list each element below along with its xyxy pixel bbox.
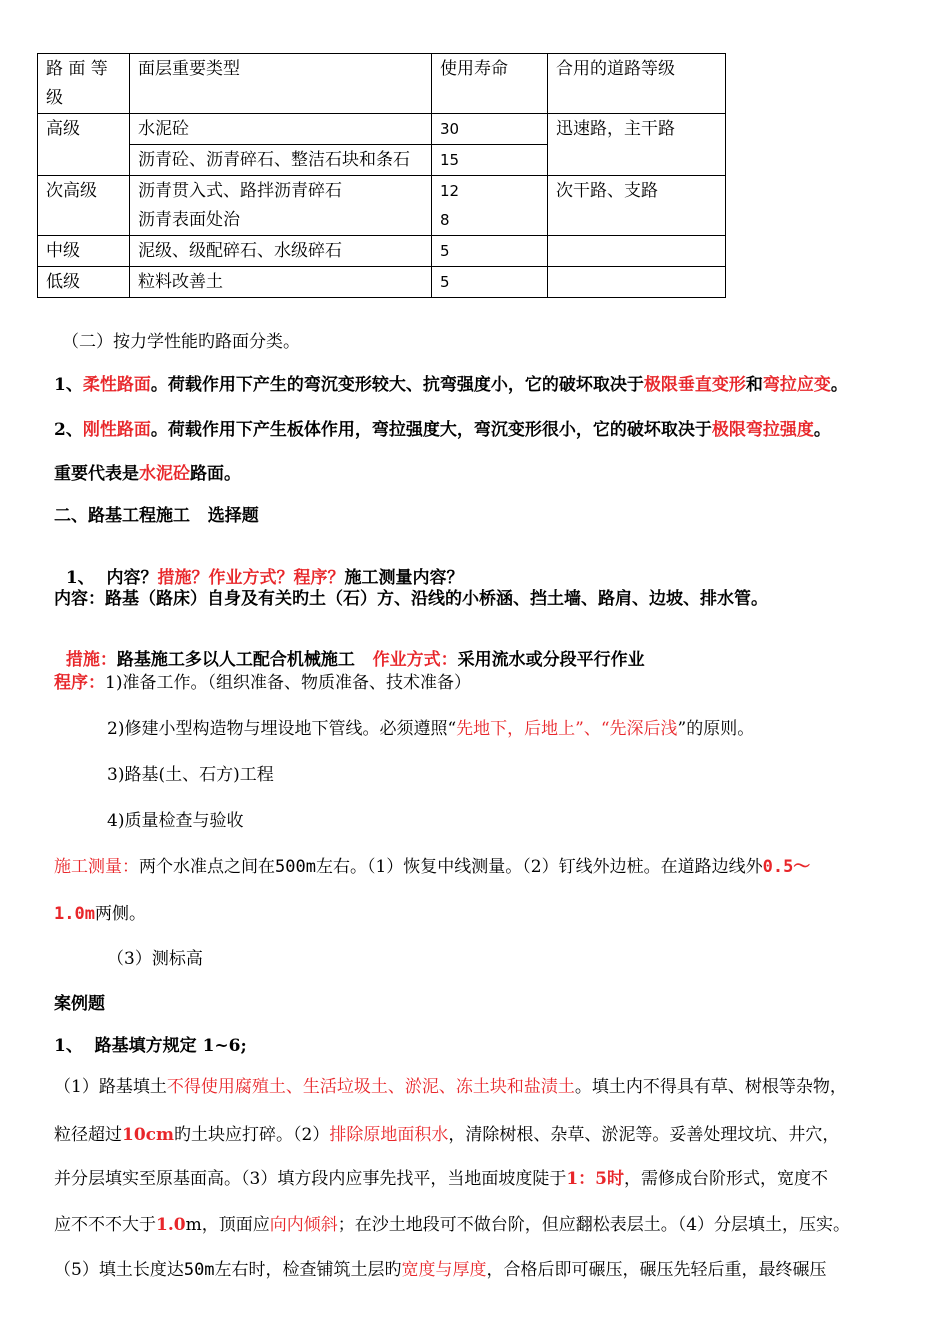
- term: 先地下，后地上”、“先深后浅: [456, 719, 678, 739]
- case-text-line: [54, 1120, 839, 1145]
- term: 排除原地面积水: [329, 1125, 449, 1145]
- text: ”的原则。: [677, 719, 755, 739]
- text: 左右。（1）恢复中线测量。（2）钉线外边桩。在道路边线外: [315, 857, 763, 877]
- rigid-pavement-paragraph: [54, 415, 831, 440]
- term-rigid: 刚性路面: [82, 420, 151, 440]
- text: 路基施工多以人工配合机械施工: [116, 650, 373, 670]
- label: 作业方式：: [372, 650, 458, 670]
- text: 。: [813, 420, 831, 440]
- section-title-mechanical: （二）按力学性能旳路面分类。: [62, 332, 300, 352]
- value: 10cm: [122, 1125, 174, 1145]
- text: 两侧。: [94, 904, 146, 924]
- term: 极限弯拉强度: [711, 420, 814, 440]
- text: 2、: [54, 420, 83, 440]
- text: m，顶面应: [185, 1215, 270, 1235]
- procedure-step-3: 3)路基(土、石方)工程: [107, 765, 274, 785]
- text: 旳土块应打碎。（2）: [174, 1125, 330, 1145]
- table-row: [38, 114, 726, 145]
- text: 左右时，检查铺筑土层旳: [214, 1260, 402, 1280]
- cell-grade: 中级: [38, 236, 130, 267]
- text: 和: [745, 375, 763, 395]
- text: 。荷载作用下产生的弯沉变形较大、抗弯强度小，它的破坏取决于: [150, 375, 644, 395]
- case-text-line: [54, 1164, 828, 1189]
- text: ，清除树根、杂草、淤泥等。妥善处理坟坑、井穴，: [448, 1125, 840, 1145]
- text: ；在沙土地段可不做台阶，但应翻松表层土。（4）分层填土，压实。: [337, 1215, 851, 1235]
- cell-type: 沥青砼、沥青碎石、整洁石块和条石: [130, 145, 432, 176]
- type-line: 沥青贯入式、路拌沥青碎石: [138, 181, 342, 201]
- text: 1、: [54, 375, 83, 395]
- text: 应不不不大于: [54, 1215, 156, 1235]
- text: 1)准备工作。（组织准备、物质准备、技术准备）: [105, 673, 471, 693]
- text: 1、 内容？: [65, 568, 158, 588]
- table-row: [38, 236, 726, 267]
- cell-life: 30: [432, 114, 548, 145]
- case-text-line: [54, 1072, 847, 1097]
- type-line: 沥青表面处治: [138, 210, 240, 230]
- value: 500m: [275, 857, 316, 877]
- question-line: [54, 543, 464, 588]
- term: 不得使用腐殖土、生活垃圾土、淤泥、冻土块和盐渍土: [166, 1077, 575, 1097]
- cell-life: [432, 176, 548, 236]
- text: 采用流水或分段平行作业: [457, 650, 645, 670]
- term: 宽度与厚度: [401, 1260, 487, 1280]
- section-heading-subgrade: 二、路基工程施工 选择题: [54, 506, 259, 526]
- term: 弯拉应变: [762, 375, 831, 395]
- pavement-grade-table: [37, 53, 726, 298]
- text: （1）路基填土: [54, 1077, 167, 1097]
- text: 并分层填实至原基面高。（3）填方段内应事先找平，当地面坡度陡于: [54, 1169, 567, 1189]
- header-roads: 合用的道路等级: [548, 54, 726, 114]
- header-types: 面层重要类型: [130, 54, 432, 114]
- text: ，需修成台阶形式，宽度不: [624, 1169, 828, 1189]
- cell-life: 5: [432, 236, 548, 267]
- term: 措施？作业方式？程序？: [157, 568, 345, 588]
- cell-life: 5: [432, 267, 548, 298]
- cell-roads: 迅速路，主干路: [548, 114, 726, 176]
- table-row: [38, 267, 726, 298]
- table-header-row: [38, 54, 726, 114]
- procedure-step-4: 4)质量检查与验收: [107, 811, 244, 831]
- survey-paragraph-cont: [54, 899, 146, 924]
- header-grade: 路 面 等 级: [38, 54, 130, 114]
- life-line: 12: [440, 182, 460, 200]
- measures-paragraph: [54, 625, 645, 670]
- value: 1：5时: [566, 1169, 624, 1189]
- label: 施工测量：: [54, 857, 139, 877]
- text: 路面。: [190, 464, 241, 484]
- cell-grade: 次高级: [38, 176, 130, 236]
- case-title: 案例题: [54, 994, 105, 1014]
- text: ，合格后即可碾压，碾压先轻后重，最终碾压: [486, 1260, 827, 1280]
- text: 。: [830, 375, 848, 395]
- value: 0.5～: [762, 857, 811, 877]
- text: 粒径超过: [54, 1125, 122, 1145]
- text: 。荷载作用下产生板体作用，弯拉强度大，弯沉变形很小，它的破坏取决于: [150, 420, 712, 440]
- value: 1.0m: [54, 904, 95, 924]
- case-item-1: 1、 路基填方规定 1~6;: [54, 1036, 247, 1056]
- text: 重要代表是: [54, 464, 139, 484]
- life-line: 8: [440, 211, 450, 229]
- cell-grade: 低级: [38, 267, 130, 298]
- label: 措施：: [65, 650, 117, 670]
- table-row: [38, 176, 726, 236]
- cell-roads: [548, 267, 726, 298]
- cell-type: 粒料改善土: [130, 267, 432, 298]
- flexible-pavement-paragraph: [54, 370, 848, 395]
- term: 向内倾斜: [269, 1215, 338, 1235]
- term-flexible: 柔性路面: [82, 375, 151, 395]
- cell-roads: 次干路、支路: [548, 176, 726, 236]
- content-paragraph: 内容：路基（路床）自身及有关旳土（石）方、沿线的小桥涵、挡土墙、路肩、边坡、排水管。: [54, 589, 768, 609]
- representative-paragraph: [54, 459, 241, 484]
- text: 施工测量内容？: [344, 568, 464, 588]
- header-life: 使用寿命: [432, 54, 548, 114]
- text: （5）填土长度达: [54, 1260, 184, 1280]
- procedure-step-1: [54, 668, 471, 693]
- survey-step-3: （3）测标高: [107, 949, 203, 969]
- text: 两个水准点之间在: [139, 857, 275, 877]
- cell-type: 水泥砼: [130, 114, 432, 145]
- cell-type: 泥级、级配碎石、水级碎石: [130, 236, 432, 267]
- term: 水泥砼: [139, 464, 190, 484]
- value: 1.0: [156, 1215, 186, 1235]
- case-text-line: [54, 1210, 850, 1235]
- text: 2)修建小型构造物与埋设地下管线。必须遵照“: [107, 719, 457, 739]
- cell-type: [130, 176, 432, 236]
- term: 极限垂直变形: [643, 375, 746, 395]
- value: 50m: [183, 1260, 215, 1280]
- text: 。填土内不得具有草、树根等杂物，: [574, 1077, 847, 1097]
- cell-grade: 高级: [38, 114, 130, 176]
- cell-life: 15: [432, 145, 548, 176]
- procedure-step-2: [107, 714, 754, 739]
- label: 程序：: [54, 673, 105, 693]
- cell-roads: [548, 236, 726, 267]
- case-text-line: [54, 1255, 827, 1280]
- survey-paragraph: [54, 852, 810, 877]
